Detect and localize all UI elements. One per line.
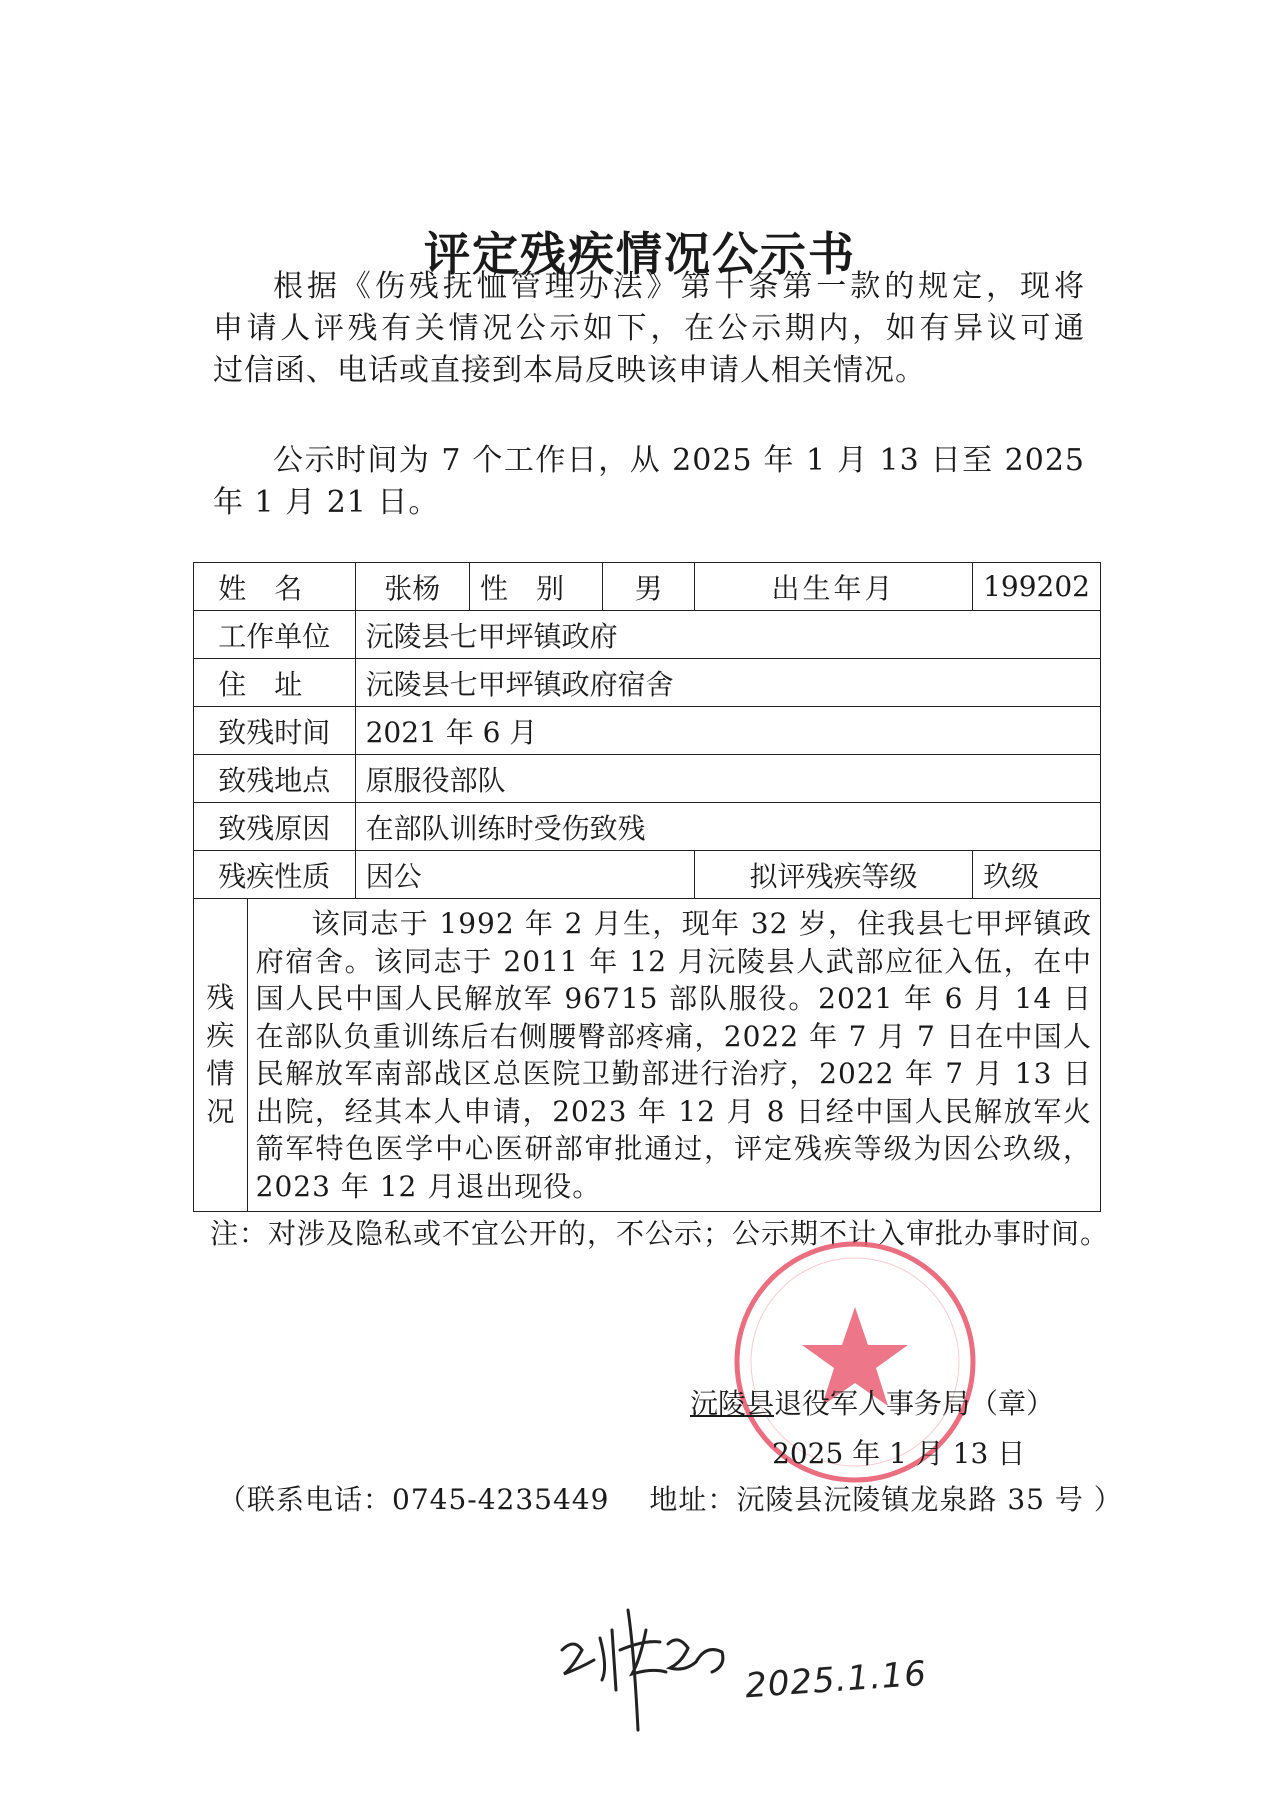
detail-label bbox=[194, 899, 248, 1212]
name-label: 姓名 bbox=[194, 563, 356, 611]
level-label: 拟评残疾等级 bbox=[694, 851, 972, 899]
intro-line: 过信函、电话或直接到本局反映该申请人相关情况。 bbox=[213, 353, 926, 388]
issuer bbox=[650, 1382, 1054, 1422]
issuer-county: 沅陵县 bbox=[690, 1387, 775, 1420]
intro-line: 年 1 月 21 日。 bbox=[213, 485, 440, 520]
birth-label: 出生年月 bbox=[694, 563, 972, 611]
contact-line bbox=[218, 1478, 1123, 1518]
table-row bbox=[194, 899, 1101, 1212]
table-row bbox=[194, 659, 1101, 707]
detail-text: 该同志于 1992 年 2 月生，现年 32 岁，住我县七甲坪镇政府宿舍。该同志于 2011 年 12 月沅陵县人武部应征入伍，在中国人民中国人民解放军 96715 部队服役。2021 年 6 月 14 日在部队负重训练后右侧腰臀部疼痛，2022 年 7 月 7 日在中国人民解放军南部战区总医院卫勤部进行治疗，2022 年 7 月 13 日出院，经其本人申请，2023 年 12 月 8 日经中国人民解放军火箭军特色医学中心医研部审批通过，评定残疾等级为因公玖级，2023 年 12 月退出现役。 bbox=[255, 907, 1092, 1203]
detail-value bbox=[247, 899, 1100, 1212]
cause-label: 致残原因 bbox=[194, 803, 356, 851]
time-label: 致残时间 bbox=[194, 707, 356, 755]
info-table bbox=[193, 562, 1101, 1212]
address-label: 住址 bbox=[194, 659, 356, 707]
place-value: 原服役部队 bbox=[355, 755, 1100, 803]
place-label: 致残地点 bbox=[194, 755, 356, 803]
table-row bbox=[194, 611, 1101, 659]
contact-address: 地址：沅陵县沅陵镇龙泉路 35 号 ） bbox=[649, 1483, 1123, 1516]
gender-label: 性别 bbox=[470, 563, 603, 611]
table-row bbox=[194, 707, 1101, 755]
intro-line: 公示时间为 7 个工作日，从 2025 年 1 月 13 日至 2025 bbox=[273, 443, 1085, 478]
gender-value: 男 bbox=[603, 563, 695, 611]
table-row bbox=[194, 803, 1101, 851]
nature-value: 因公 bbox=[355, 851, 694, 899]
table-row bbox=[194, 851, 1101, 899]
handwritten-date: 2025.1.16 bbox=[743, 1653, 929, 1707]
handwritten-signature bbox=[550, 1590, 740, 1760]
table-row bbox=[194, 755, 1101, 803]
intro-line: 申请人评残有关情况公示如下，在公示期内，如有异议可通 bbox=[213, 311, 1085, 346]
nature-label: 残疾性质 bbox=[194, 851, 356, 899]
issue-date: 2025 年 1 月 13 日 bbox=[772, 1437, 1026, 1470]
intro-line: 根据《伤残抚恤管理办法》第十条第一款的规定，现将 bbox=[273, 269, 1085, 304]
name-value: 张杨 bbox=[355, 563, 469, 611]
page-title: 评定残疾情况公示书 bbox=[424, 227, 856, 281]
address-value: 沅陵县七甲坪镇政府宿舍 bbox=[355, 659, 1100, 707]
detail-label-text: 残疾情况 bbox=[206, 981, 235, 1128]
level-value: 玖级 bbox=[973, 851, 1101, 899]
contact-phone: （联系电话：0745-4235449 bbox=[218, 1483, 610, 1516]
cause-value: 在部队训练时受伤致残 bbox=[355, 803, 1100, 851]
issuer-org: 退役军人事务局（章） bbox=[774, 1387, 1055, 1420]
note: 注：对涉及隐私或不宜公开的，不公示；公示期不计入审批办事时间。 bbox=[210, 1217, 1110, 1250]
time-value: 2021 年 6 月 bbox=[355, 707, 1100, 755]
birth-value: 199202 bbox=[973, 563, 1101, 611]
table-row bbox=[194, 563, 1101, 611]
work-label: 工作单位 bbox=[194, 611, 356, 659]
work-value: 沅陵县七甲坪镇政府 bbox=[355, 611, 1100, 659]
